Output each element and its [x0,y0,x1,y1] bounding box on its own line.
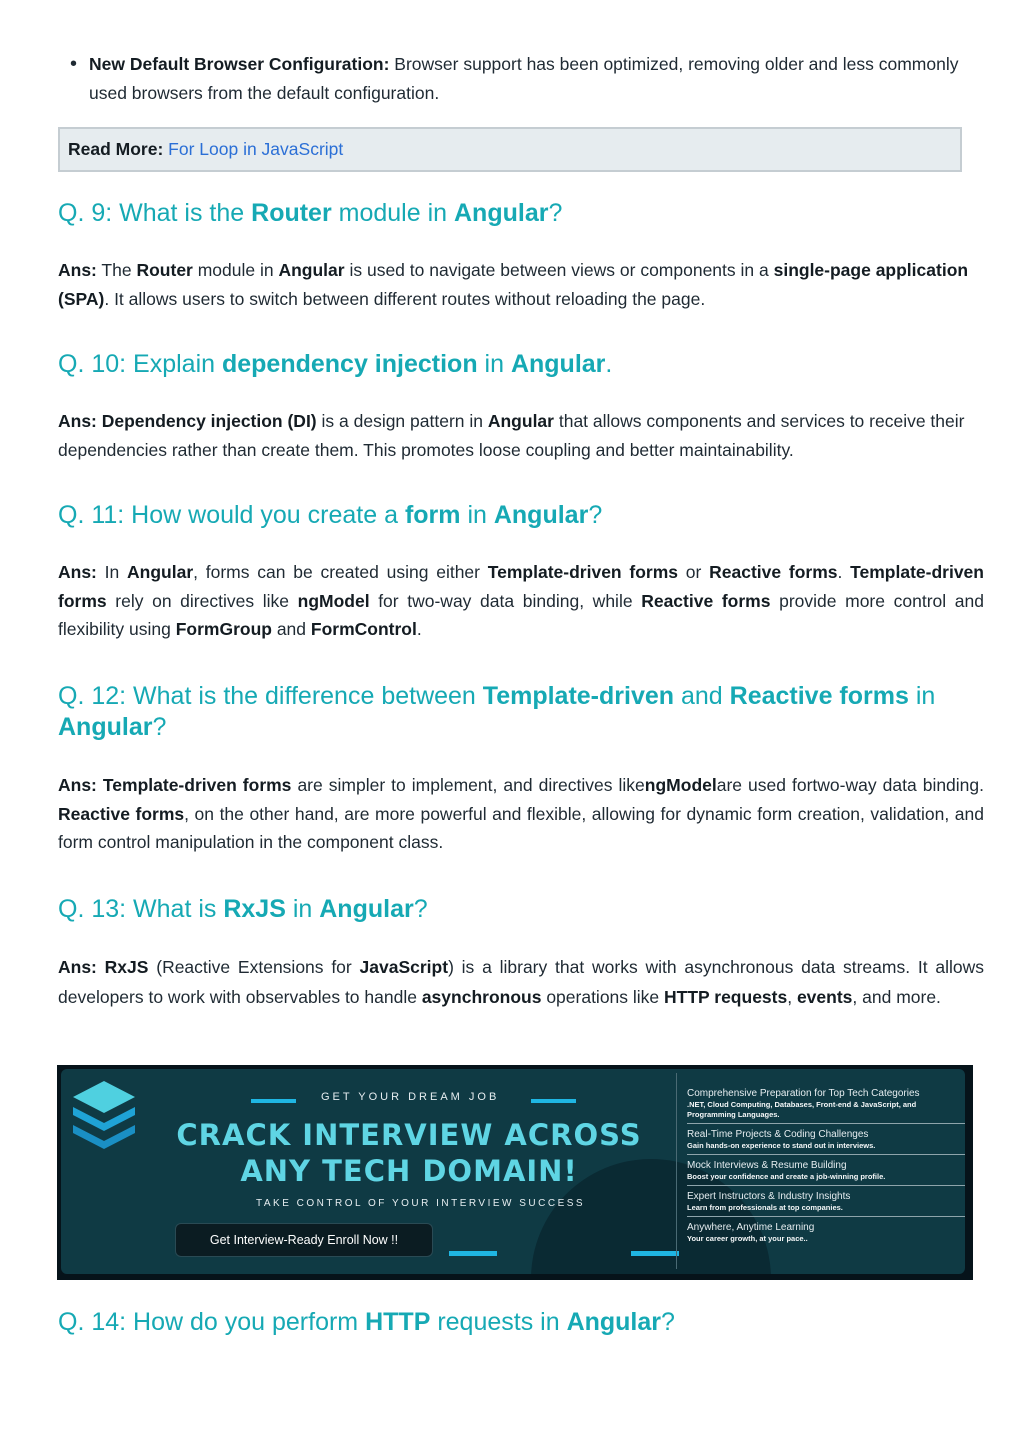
feature-item: Expert Instructors & Industry Insights Learn from professionals at top companies. [687,1190,965,1217]
banner-accent-bar [631,1251,679,1256]
banner-background [61,1069,965,1274]
bullet-item [70,50,970,107]
answer-12: Ans: Template-driven forms are simpler to implement, and directives likengModelare used fortwo-way data binding. Reactive forms, on the other hand, are more powerful and flexible, allowing for dynamic form creation, validation, and form control manipulation in the component class. [58,775,985,852]
banner-accent-bar [449,1251,497,1256]
bullet-dot: • [70,53,78,75]
question-12: Q. 12: What is the difference between Template-driven and Reactive forms in Angular? [58,682,936,741]
read-more-box [58,127,962,172]
banner-accent-line [251,1099,296,1103]
layers-logo-icon [69,1077,139,1152]
banner-kicker: GET YOUR DREAM JOB [321,1091,500,1103]
banner-feature-list [687,1087,965,1251]
banner-divider [676,1073,677,1269]
enroll-button[interactable]: Get Interview-Ready Enroll Now !! [175,1223,433,1257]
question-13: Q. 13: What is RxJS in Angular? [58,895,428,923]
feature-item: Anywhere, Anytime Learning Your career growth, at your pace.. [687,1222,815,1243]
read-more-link[interactable]: For Loop in JavaScript [168,139,344,159]
answer-9: Ans: The Router module in Angular is used to navigate between views or components in a single-page application (SPA). It allows users to switch between different routes without reloading the page. [58,260,969,309]
banner-accent-line [531,1099,576,1103]
question-14: Q. 14: How do you perform HTTP requests in Angular? [58,1308,675,1336]
promo-banner[interactable] [57,1065,973,1280]
answer-13: Ans: RxJS (Reactive Extensions for JavaScript) is a library that works with asynchronous data streams. It allows developers to work with observables to handle asynchronous operations like HTTP requests, events, and more. [58,957,984,1007]
question-11: Q. 11: How would you create a form in Angular? [58,501,603,529]
banner-tagline: TAKE CONTROL OF YOUR INTERVIEW SUCCESS [256,1198,586,1209]
banner-headline: CRACK INTERVIEW ACROSS ANY TECH DOMAIN! [176,1118,642,1188]
feature-item: Real-Time Projects & Coding Challenges Gain hands-on experience to stand out in interviews. [687,1128,965,1155]
question-9: Q. 9: What is the Router module in Angular? [58,199,563,227]
question-10: Q. 10: Explain dependency injection in Angular. [58,350,613,378]
feature-item: Comprehensive Preparation for Top Tech Categories .NET, Cloud Computing, Databases, Front-end & JavaScript, and Programming Languages. [687,1087,965,1124]
bullet-title: New Default Browser Configuration: [89,54,390,74]
bullet-text: Browser support has been optimized, removing older and less commonly used browsers from the default configuration. [89,54,959,103]
answer-10: Ans: Dependency injection (DI) is a design pattern in Angular that allows components and services to receive their dependencies rather than create them. This promotes loose coupling and better maintainability. [58,411,965,460]
feature-item: Mock Interviews & Resume Building Boost your confidence and create a job-winning profile. [687,1159,965,1186]
answer-11: Ans: In Angular, forms can be created using either Template-driven forms or Reactive forms. Template-driven forms rely on directives like ngModel for two-way data binding, while Reactive forms provide more control and flexibility using FormGroup and FormControl. [58,562,984,639]
read-more-label: Read More: [68,139,164,159]
